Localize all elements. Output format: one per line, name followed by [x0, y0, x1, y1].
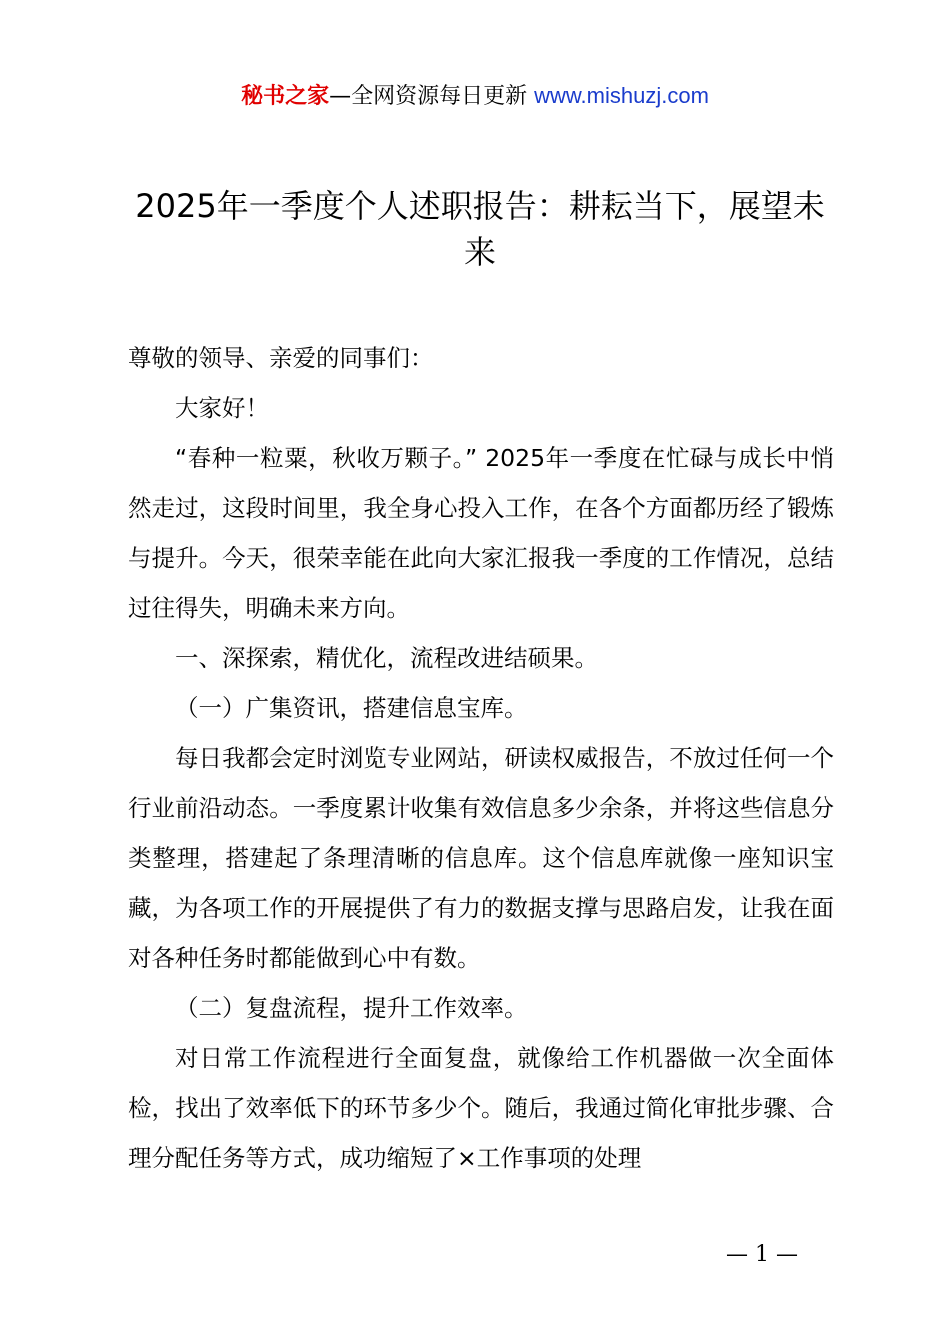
site-url-link[interactable]: www.mishuzj.com [534, 83, 709, 108]
site-header [0, 78, 950, 115]
page-number: — 1 — [726, 1242, 798, 1267]
site-tagline: —全网资源每日更新 [329, 84, 535, 109]
body-paragraph-2: 对日常工作流程进行全面复盘，就像给工作机器做一次全面体检，找出了效率低下的环节多少个。随后，我通过简化审批步骤、合理分配任务等方式，成功缩短了×工作事项的处理 [128, 1044, 834, 1172]
section-heading-1: 一、深探索，精优化，流程改进结硕果。 [175, 644, 598, 672]
site-brand: 秘书之家 [241, 84, 330, 109]
greeting: 大家好！ [175, 394, 269, 422]
subsection-heading-2: （二）复盘流程，提升工作效率。 [175, 994, 528, 1022]
document-body [128, 333, 834, 1183]
subsection-heading-1: （一）广集资讯，搭建信息宝库。 [175, 694, 528, 722]
document-title: 2025年一季度个人述职报告：耕耘当下，展望未来 [135, 187, 825, 271]
body-paragraph-1: 每日我都会定时浏览专业网站，研读权威报告，不放过任何一个行业前沿动态。一季度累计收集有效信息多少余条，并将这些信息分类整理，搭建起了条理清晰的信息库。这个信息库就像一座知识宝藏，为各项工作的开展提供了有力的数据支撑与思路启发，让我在面对各种任务时都能做到心中有数。 [128, 744, 834, 972]
intro-paragraph: “春种一粒粟，秋收万颗子。” 2025年一季度在忙碌与成长中悄然走过，这段时间里，我全身心投入工作，在各个方面都历经了锻炼与提升。今天，很荣幸能在此向大家汇报我一季度的工作情况，总结过往得失，明确未来方向。 [128, 444, 834, 622]
salutation: 尊敬的领导、亲爱的同事们： [128, 344, 434, 372]
